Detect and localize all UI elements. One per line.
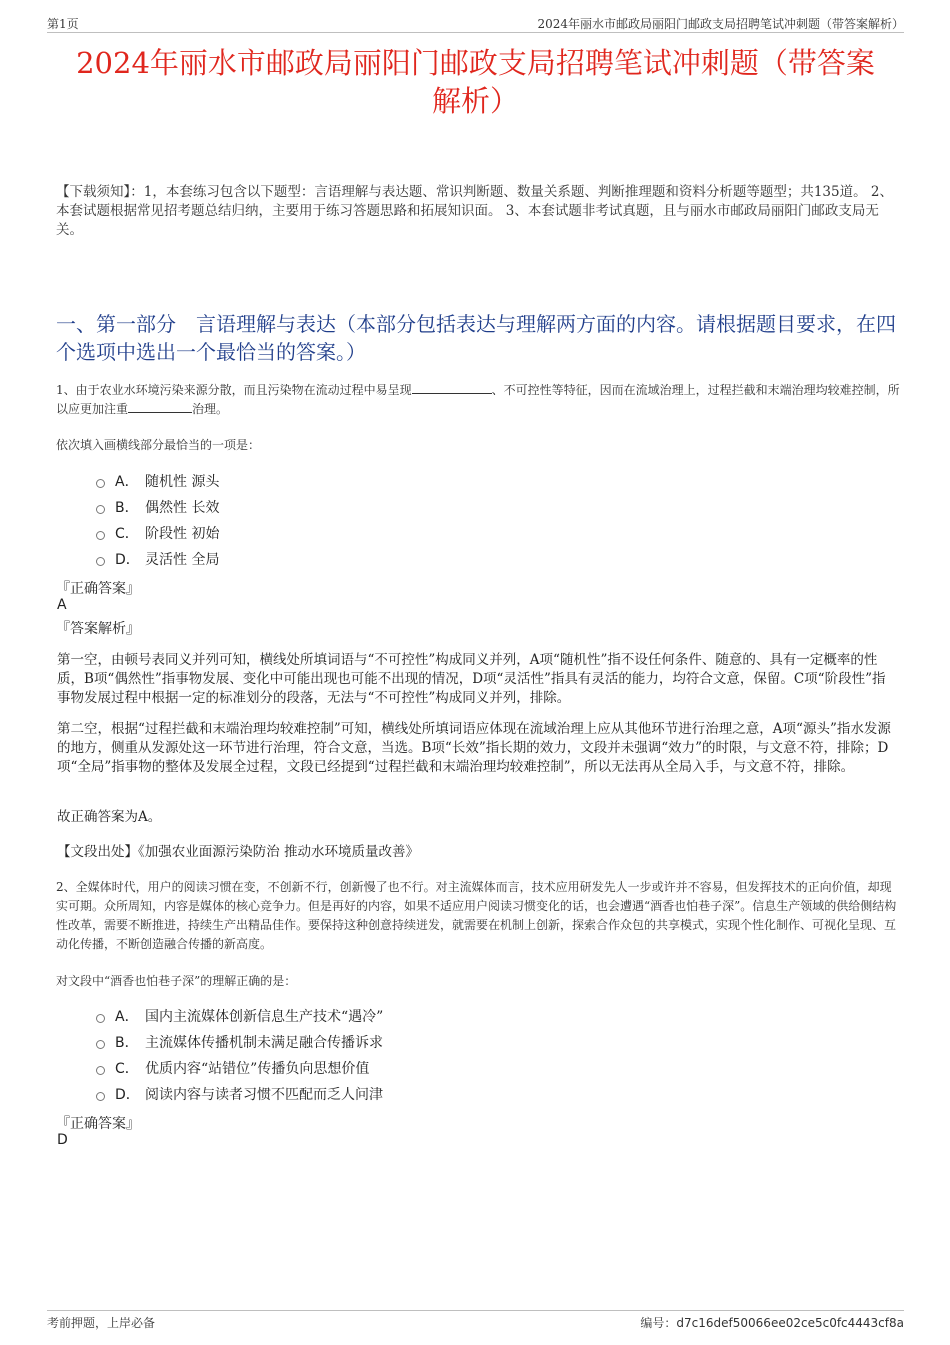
radio-icon[interactable] <box>96 479 105 488</box>
question-1-text-part2: 、不可控性等特征，因而在流域治理上，过程拦截和末端治理均较难控制，所以应更加注重 <box>56 383 900 416</box>
option-a[interactable] <box>96 468 796 494</box>
radio-icon[interactable] <box>96 1092 105 1101</box>
correct-answer-1: A <box>57 597 67 613</box>
option-text: 优质内容“站错位”传播负向思想价值 <box>145 1061 370 1077</box>
option-c[interactable] <box>96 1055 796 1081</box>
option-letter: C． <box>115 1061 139 1077</box>
question-1-prompt: 依次填入画横线部分最恰当的一项是： <box>56 438 261 452</box>
option-letter: A． <box>115 474 139 490</box>
radio-icon[interactable] <box>96 505 105 514</box>
blank-2 <box>128 400 192 413</box>
option-text: 阶段性 初始 <box>145 526 220 542</box>
option-c[interactable] <box>96 520 796 546</box>
correct-answer-2: D <box>57 1132 68 1148</box>
option-text: 灵活性 全局 <box>145 552 220 568</box>
radio-icon[interactable] <box>96 557 105 566</box>
option-letter: D． <box>115 1087 140 1103</box>
option-letter: B． <box>115 500 139 516</box>
option-text: 随机性 源头 <box>145 474 220 490</box>
question-1-text <box>56 381 901 419</box>
footer-slogan: 考前押题，上岸必备 <box>47 1316 156 1330</box>
option-letter: D． <box>115 552 140 568</box>
option-text: 偶然性 长效 <box>145 500 220 516</box>
question-2-prompt: 对文段中“酒香也怕巷子深”的理解正确的是： <box>56 974 297 988</box>
footer-code-label: 编号： <box>640 1316 677 1330</box>
radio-icon[interactable] <box>96 1040 105 1049</box>
source-citation: 【文段出处】《加强农业面源污染防治 推动水环境质量改善》 <box>57 844 420 860</box>
blank-1 <box>412 381 492 394</box>
header-divider <box>47 32 904 33</box>
option-a[interactable] <box>96 1003 796 1029</box>
analysis-label-1: 『答案解析』 <box>56 621 140 637</box>
analysis-paragraph-1: 第一空，由顿号表同义并列可知，横线处所填词语与“不可控性”构成同义并列，A项“随机性”指不设任何条件、随意的、具有一定概率的性质，B项“偶然性”指事物发展、变化中可能出现也可能不出现的情况，D项“灵活性”指具有灵活的能力，均符合文意，保留。C项“阶段性”指事物发展过程中根据一定的标准划分的段落，无法与“不可控性”构成同义并列，排除。 <box>57 652 886 706</box>
option-letter: A． <box>115 1009 139 1025</box>
option-d[interactable] <box>96 546 796 572</box>
option-text: 国内主流媒体创新信息生产技术“遇冷” <box>145 1009 384 1025</box>
question-1-text-part3: 治理。 <box>192 402 229 416</box>
radio-icon[interactable] <box>96 1014 105 1023</box>
analysis-paragraph-2: 第二空，根据“过程拦截和末端治理均较难控制”可知，横线处所填词语应体现在流域治理上应从其他环节进行治理之意，A项“源头”指水发源的地方，侧重从发源处这一环节进行治理，符合文意，当选。B项“长效”指长期的效力，文段并未强调“效力”的时限，与文意不符，排除；D项“全局”指事物的整体及发展全过程，文段已经提到“过程拦截和末端治理均较难控制”，所以无法再从全局入手，与文意不符，排除。 <box>57 721 891 775</box>
page-title <box>47 44 904 120</box>
option-b[interactable] <box>96 1029 796 1055</box>
correct-answer-label-2: 『正确答案』 <box>56 1116 140 1132</box>
option-text: 阅读内容与读者习惯不匹配而乏人问津 <box>145 1087 383 1103</box>
section-heading: 一、第一部分 言语理解与表达（本部分包括表达与理解两方面的内容。请根据题目要求，在四个选项中选出一个最恰当的答案。） <box>56 312 896 364</box>
question-2-text: 2、全媒体时代，用户的阅读习惯在变，不创新不行，创新慢了也不行。对主流媒体而言，技术应用研发先人一步或许并不容易，但发挥技术的正向价值，却现实可期。众所周知，内容是媒体的核心竞争力。但是再好的内容，如果不适应用户阅读习惯变化的话，也会遭遇“酒香也怕巷子深”。信息生产领域的供给侧结构性改革，需要不断推进，持续生产出精品佳作。要保持这种创意持续迸发，就需要在机制上创新，探索合作众包的共享模式，实现个性化制作、可视化呈现、互动化传播，不断创造融合传播的新高度。 <box>56 880 897 951</box>
question-1-options <box>96 468 796 572</box>
footer-code <box>640 1314 904 1331</box>
title-line-1: 2024年丽水市邮政局丽阳门邮政支局招聘笔试冲刺题（带答案 <box>76 46 875 80</box>
radio-icon[interactable] <box>96 531 105 540</box>
question-1-text-part1: 1、由于农业水环境污染来源分散，而且污染物在流动过程中易呈现 <box>56 383 412 397</box>
download-notice: 【下载须知】：1，本套练习包含以下题型：言语理解与表达题、常识判断题、数量关系题、判断推理题和资料分析题等题型；共135道。 2、本套试题根据常见招考题总结归纳，主要用于练习答题思路和拓展知识面。 3、本套试题非考试真题，且与丽水市邮政局丽阳门邮政支局无关。 <box>56 184 893 238</box>
footer-code-value: d7c16def50066ee02ce5c0fc4443cf8a <box>676 1316 904 1330</box>
option-b[interactable] <box>96 494 796 520</box>
footer-divider <box>47 1310 904 1311</box>
analysis-conclusion: 故正确答案为A。 <box>57 809 162 825</box>
page-number: 第1页 <box>47 17 79 31</box>
option-letter: C． <box>115 526 139 542</box>
correct-answer-label-1: 『正确答案』 <box>56 581 140 597</box>
option-letter: B． <box>115 1035 139 1051</box>
title-line-2: 解析） <box>431 84 519 118</box>
radio-icon[interactable] <box>96 1066 105 1075</box>
option-d[interactable] <box>96 1081 796 1107</box>
option-text: 主流媒体传播机制未满足融合传播诉求 <box>145 1035 383 1051</box>
header-doc-title: 2024年丽水市邮政局丽阳门邮政支局招聘笔试冲刺题（带答案解析） <box>537 17 904 31</box>
question-2-options <box>96 1003 796 1107</box>
